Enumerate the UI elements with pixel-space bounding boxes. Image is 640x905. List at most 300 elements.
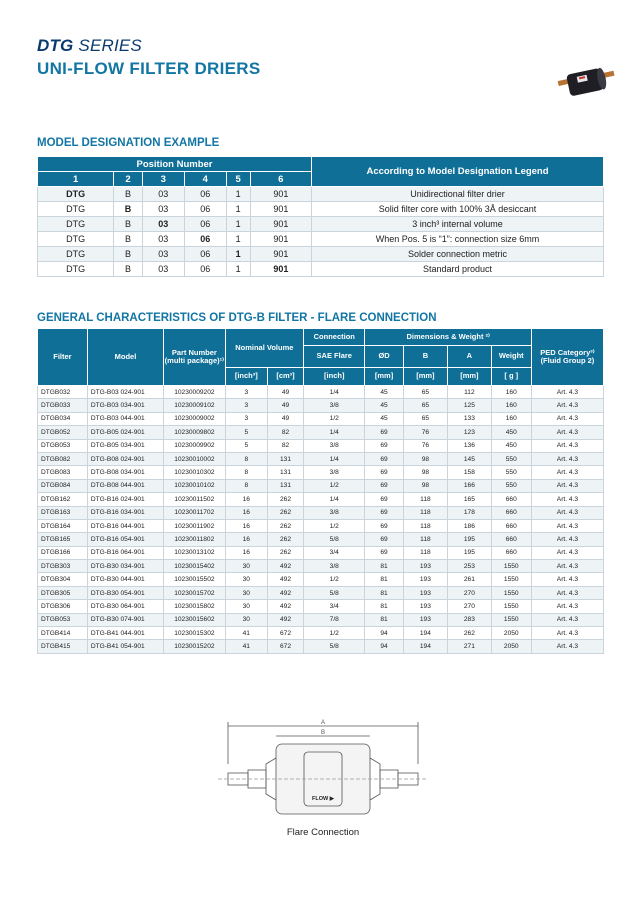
table-cell: 550 (491, 479, 531, 492)
table-cell: 131 (267, 479, 303, 492)
table-cell: 1550 (491, 573, 531, 586)
table-cell: 10230015302 (164, 627, 225, 640)
table-cell: DTGB052 (38, 426, 88, 439)
table-row (38, 412, 604, 425)
characteristics-table (37, 328, 604, 654)
table-cell: 76 (403, 439, 448, 452)
table-cell: 49 (267, 386, 303, 399)
table-cell: 193 (403, 600, 448, 613)
designation-legend: Unidirectional filter drier (312, 187, 604, 202)
table-cell: 45 (365, 399, 403, 412)
table-cell: 193 (403, 560, 448, 573)
table-cell: 2050 (491, 640, 531, 653)
table-cell: Art. 4.3 (531, 493, 603, 506)
table-cell: 69 (365, 546, 403, 559)
table-cell: 41 (225, 627, 267, 640)
table-row (38, 613, 604, 626)
table-cell: 30 (225, 573, 267, 586)
table-cell: DTG-B05 034-901 (87, 439, 163, 452)
designation-legend: Standard product (312, 262, 604, 277)
designation-cell: DTG (38, 202, 114, 217)
unit-mm-od: [mm] (365, 368, 403, 386)
table-cell: 10230015602 (164, 613, 225, 626)
table-cell: DTG-B41 054-901 (87, 640, 163, 653)
table-cell: 660 (491, 493, 531, 506)
table-cell: 492 (267, 560, 303, 573)
table-cell: 10230011702 (164, 506, 225, 519)
designation-cell: DTG (38, 232, 114, 247)
table-cell: 193 (403, 586, 448, 599)
designation-cell: 1 (226, 232, 250, 247)
table-cell: 49 (267, 412, 303, 425)
col-nominal-volume: Nominal Volume (225, 329, 303, 368)
table-cell: 283 (448, 613, 491, 626)
table-row (38, 386, 604, 399)
table-cell: 3/8 (304, 560, 365, 573)
table-row (38, 573, 604, 586)
table-cell: 41 (225, 640, 267, 653)
designation-cell: 901 (250, 202, 311, 217)
table-cell: 1550 (491, 560, 531, 573)
table-cell: DTG-B08 044-901 (87, 479, 163, 492)
table-cell: 16 (225, 546, 267, 559)
designation-cell: B (114, 232, 143, 247)
table-cell: 262 (267, 506, 303, 519)
table-cell: 65 (403, 386, 448, 399)
table-cell: 270 (448, 586, 491, 599)
table-cell: 492 (267, 586, 303, 599)
table-cell: DTG-B08 024-901 (87, 452, 163, 465)
designation-cell: 1 (226, 247, 250, 262)
table-cell: 3/8 (304, 399, 365, 412)
table-cell: 10230011802 (164, 533, 225, 546)
table-cell: 133 (448, 412, 491, 425)
position-header-3: 3 (142, 172, 184, 187)
table-cell: 160 (491, 412, 531, 425)
table-cell: DTGB082 (38, 452, 88, 465)
table-cell: 65 (403, 399, 448, 412)
table-cell: Art. 4.3 (531, 412, 603, 425)
table-cell: 262 (448, 627, 491, 640)
table-cell: 1550 (491, 613, 531, 626)
table-cell: 65 (403, 412, 448, 425)
designation-legend: Solder connection metric (312, 247, 604, 262)
table-cell: 118 (403, 546, 448, 559)
table-cell: 69 (365, 506, 403, 519)
table-cell: 1/2 (304, 627, 365, 640)
table-cell: 195 (448, 546, 491, 559)
designation-legend: When Pos. 5 is “1”: connection size 6mm (312, 232, 604, 247)
col-part-number: Part Number (multi package)¹⁾ (164, 329, 225, 386)
table-cell: 672 (267, 640, 303, 653)
table-cell: 1/4 (304, 493, 365, 506)
table-cell: 10230011502 (164, 493, 225, 506)
position-number-header: Position Number (38, 157, 312, 172)
table-cell: 1/2 (304, 573, 365, 586)
table-cell: 1550 (491, 586, 531, 599)
table-cell: Art. 4.3 (531, 452, 603, 465)
table-cell: 30 (225, 613, 267, 626)
table-cell: 98 (403, 479, 448, 492)
table-cell: 30 (225, 600, 267, 613)
table-cell: 261 (448, 573, 491, 586)
table-cell: 49 (267, 399, 303, 412)
table-cell: DTG-B16 024-901 (87, 493, 163, 506)
table-cell: DTGB415 (38, 640, 88, 653)
table-cell: DTG-B16 034-901 (87, 506, 163, 519)
table-cell: DTGB165 (38, 533, 88, 546)
table-cell: 118 (403, 506, 448, 519)
col-a: A (448, 346, 491, 368)
table-cell: Art. 4.3 (531, 479, 603, 492)
unit-inch3: [inch³] (225, 368, 267, 386)
table-cell: 253 (448, 560, 491, 573)
table-cell: DTGB053 (38, 439, 88, 452)
unit-g: [ g ] (491, 368, 531, 386)
designation-cell: B (114, 262, 143, 277)
designation-cell: 1 (226, 262, 250, 277)
table-cell: 98 (403, 452, 448, 465)
table-cell: DTGB034 (38, 412, 88, 425)
table-cell: 10230009202 (164, 386, 225, 399)
table-cell: DTGB164 (38, 519, 88, 532)
table-cell: 195 (448, 533, 491, 546)
table-cell: 10230015802 (164, 600, 225, 613)
table-row (38, 466, 604, 479)
table-cell: DTG-B30 064-901 (87, 600, 163, 613)
designation-cell: 06 (184, 187, 226, 202)
designation-cell: 1 (226, 217, 250, 232)
flare-connection-drawing (208, 714, 438, 844)
dimension-b-label: B (320, 730, 326, 736)
table-cell: DTG-B03 044-901 (87, 412, 163, 425)
table-cell: Art. 4.3 (531, 466, 603, 479)
table-cell: 160 (491, 399, 531, 412)
table-cell: 10230009002 (164, 412, 225, 425)
table-cell: DTG-B08 034-901 (87, 466, 163, 479)
table-cell: 10230013102 (164, 546, 225, 559)
section-title-designation: MODEL DESIGNATION EXAMPLE (37, 137, 220, 149)
table-cell: DTG-B03 024-901 (87, 386, 163, 399)
unit-mm-b: [mm] (403, 368, 448, 386)
table-cell: 3/4 (304, 600, 365, 613)
table-cell: DTGB414 (38, 627, 88, 640)
designation-cell: 901 (250, 187, 311, 202)
table-cell: Art. 4.3 (531, 439, 603, 452)
dimension-a-label: A (320, 720, 326, 726)
unit-cm3: [cm³] (267, 368, 303, 386)
series-title: DTG SERIES (37, 36, 142, 55)
table-cell: 3/4 (304, 546, 365, 559)
table-cell: 5/8 (304, 586, 365, 599)
table-cell: 76 (403, 426, 448, 439)
table-cell: 270 (448, 600, 491, 613)
table-cell: DTGB305 (38, 586, 88, 599)
table-cell: 1/4 (304, 426, 365, 439)
col-filter: Filter (38, 329, 88, 386)
table-cell: 94 (365, 627, 403, 640)
table-cell: DTGB033 (38, 399, 88, 412)
designation-cell: 901 (250, 262, 311, 277)
unit-mm-a: [mm] (448, 368, 491, 386)
table-cell: 10230011902 (164, 519, 225, 532)
table-row (38, 560, 604, 573)
table-cell: 3 (225, 386, 267, 399)
table-cell: 69 (365, 493, 403, 506)
flow-arrow-label: FLOW ▶ (312, 796, 334, 802)
filter-technical-drawing (208, 714, 438, 824)
designation-cell: 06 (184, 247, 226, 262)
table-cell: 158 (448, 466, 491, 479)
table-cell: 16 (225, 519, 267, 532)
col-dimensions: Dimensions & Weight ²⁾ (365, 329, 531, 346)
table-row (38, 533, 604, 546)
table-cell: 3 (225, 399, 267, 412)
table-cell: DTG-B30 044-901 (87, 573, 163, 586)
table-cell: 10230010302 (164, 466, 225, 479)
table-cell: 136 (448, 439, 491, 452)
table-row (38, 399, 604, 412)
table-cell: 10230015402 (164, 560, 225, 573)
table-cell: Art. 4.3 (531, 546, 603, 559)
table-cell: 131 (267, 452, 303, 465)
table-row (38, 627, 604, 640)
table-cell: 118 (403, 493, 448, 506)
table-cell: Art. 4.3 (531, 560, 603, 573)
designation-cell: 03 (142, 247, 184, 262)
table-cell: 69 (365, 452, 403, 465)
drawing-caption: Flare Connection (286, 827, 360, 838)
table-cell: DTGB303 (38, 560, 88, 573)
designation-row (38, 262, 604, 277)
designation-row (38, 202, 604, 217)
table-row (38, 546, 604, 559)
table-cell: 194 (403, 640, 448, 653)
table-cell: 10230009902 (164, 439, 225, 452)
table-cell: 16 (225, 493, 267, 506)
designation-cell: 03 (142, 202, 184, 217)
table-cell: 8 (225, 452, 267, 465)
position-header-2: 2 (114, 172, 143, 187)
table-cell: 94 (365, 640, 403, 653)
table-cell: 16 (225, 506, 267, 519)
table-cell: 660 (491, 533, 531, 546)
table-cell: Art. 4.3 (531, 506, 603, 519)
designation-row (38, 247, 604, 262)
table-row (38, 600, 604, 613)
table-cell: 5 (225, 426, 267, 439)
table-cell: Art. 4.3 (531, 573, 603, 586)
table-cell: 10230009102 (164, 399, 225, 412)
table-cell: 5 (225, 439, 267, 452)
table-cell: 82 (267, 439, 303, 452)
designation-row (38, 217, 604, 232)
table-cell: 186 (448, 519, 491, 532)
table-cell: 69 (365, 519, 403, 532)
table-cell: Art. 4.3 (531, 613, 603, 626)
table-cell: 7/8 (304, 613, 365, 626)
col-ped: PED Category³⁾ (Fluid Group 2) (531, 329, 603, 386)
table-cell: DTG-B41 044-901 (87, 627, 163, 640)
table-cell: 45 (365, 386, 403, 399)
table-cell: 118 (403, 519, 448, 532)
position-header-5: 5 (226, 172, 250, 187)
col-sae-flare: SAE Flare (304, 346, 365, 368)
table-row (38, 493, 604, 506)
table-cell: 492 (267, 600, 303, 613)
designation-cell: 06 (184, 202, 226, 217)
table-cell: 1550 (491, 600, 531, 613)
designation-row (38, 232, 604, 247)
table-row (38, 519, 604, 532)
designation-cell: 03 (142, 217, 184, 232)
designation-cell: 06 (184, 232, 226, 247)
table-row (38, 479, 604, 492)
table-cell: 118 (403, 533, 448, 546)
table-cell: DTGB166 (38, 546, 88, 559)
table-cell: Art. 4.3 (531, 600, 603, 613)
table-cell: 672 (267, 627, 303, 640)
table-cell: 5/8 (304, 533, 365, 546)
table-cell: 450 (491, 439, 531, 452)
table-cell: DTG-B30 034-901 (87, 560, 163, 573)
col-weight: Weight (491, 346, 531, 368)
table-cell: 166 (448, 479, 491, 492)
table-row (38, 439, 604, 452)
table-cell: 2050 (491, 627, 531, 640)
table-cell: 3/8 (304, 439, 365, 452)
col-model: Model (87, 329, 163, 386)
designation-cell: 03 (142, 262, 184, 277)
section-title-characteristics: GENERAL CHARACTERISTICS OF DTG-B FILTER - FLARE CONNECTION (37, 312, 437, 324)
table-row (38, 426, 604, 439)
table-cell: 3/8 (304, 466, 365, 479)
table-cell: 81 (365, 573, 403, 586)
designation-cell: B (114, 217, 143, 232)
table-cell: 5/8 (304, 640, 365, 653)
table-cell: DTGB163 (38, 506, 88, 519)
table-cell: DTGB053 (38, 613, 88, 626)
table-cell: 1/2 (304, 519, 365, 532)
table-cell: 262 (267, 493, 303, 506)
table-cell: 262 (267, 519, 303, 532)
table-cell: 123 (448, 426, 491, 439)
table-cell: 193 (403, 573, 448, 586)
table-cell: Art. 4.3 (531, 426, 603, 439)
designation-cell: 03 (142, 187, 184, 202)
table-row (38, 506, 604, 519)
table-cell: 145 (448, 452, 491, 465)
table-cell: 10230015502 (164, 573, 225, 586)
designation-cell: DTG (38, 262, 114, 277)
designation-cell: B (114, 247, 143, 262)
table-cell: DTG-B16 064-901 (87, 546, 163, 559)
designation-row (38, 187, 604, 202)
designation-table (37, 156, 604, 277)
table-cell: 10230015202 (164, 640, 225, 653)
table-cell: 1/2 (304, 479, 365, 492)
designation-legend: Solid filter core with 100% 3Å desiccant (312, 202, 604, 217)
table-cell: 131 (267, 466, 303, 479)
designation-cell: 901 (250, 247, 311, 262)
col-connection: Connection (304, 329, 365, 346)
table-cell: 550 (491, 466, 531, 479)
table-cell: 3/8 (304, 506, 365, 519)
table-cell: Art. 4.3 (531, 399, 603, 412)
table-cell: DTGB304 (38, 573, 88, 586)
table-cell: 69 (365, 466, 403, 479)
table-cell: DTGB306 (38, 600, 88, 613)
table-cell: 660 (491, 519, 531, 532)
designation-cell: 06 (184, 217, 226, 232)
table-cell: 30 (225, 560, 267, 573)
designation-cell: B (114, 187, 143, 202)
table-cell: 8 (225, 466, 267, 479)
table-cell: Art. 4.3 (531, 519, 603, 532)
col-od: ØD (365, 346, 403, 368)
table-cell: DTG-B16 044-901 (87, 519, 163, 532)
table-cell: 81 (365, 613, 403, 626)
table-cell: DTGB083 (38, 466, 88, 479)
table-cell: 160 (491, 386, 531, 399)
table-row (38, 640, 604, 653)
table-cell: DTG-B30 074-901 (87, 613, 163, 626)
table-cell: Art. 4.3 (531, 533, 603, 546)
table-cell: 8 (225, 479, 267, 492)
table-cell: 450 (491, 426, 531, 439)
table-cell: 193 (403, 613, 448, 626)
table-cell: 178 (448, 506, 491, 519)
table-cell: 1/2 (304, 412, 365, 425)
table-cell: 69 (365, 426, 403, 439)
table-cell: 492 (267, 573, 303, 586)
table-cell: DTG-B16 054-901 (87, 533, 163, 546)
table-cell: Art. 4.3 (531, 627, 603, 640)
designation-cell: 1 (226, 202, 250, 217)
table-cell: DTGB032 (38, 386, 88, 399)
table-cell: 81 (365, 600, 403, 613)
table-cell: 112 (448, 386, 491, 399)
position-header-6: 6 (250, 172, 311, 187)
table-cell: 69 (365, 479, 403, 492)
table-cell: 271 (448, 640, 491, 653)
position-header-1: 1 (38, 172, 114, 187)
table-cell: 492 (267, 613, 303, 626)
designation-cell: 03 (142, 232, 184, 247)
table-cell: DTG-B05 024-901 (87, 426, 163, 439)
table-cell: 98 (403, 466, 448, 479)
position-header-4: 4 (184, 172, 226, 187)
table-cell: 3 (225, 412, 267, 425)
table-cell: Art. 4.3 (531, 386, 603, 399)
designation-legend: 3 inch³ internal volume (312, 217, 604, 232)
table-cell: 262 (267, 546, 303, 559)
designation-cell: 06 (184, 262, 226, 277)
table-cell: 81 (365, 586, 403, 599)
designation-cell: DTG (38, 187, 114, 202)
table-cell: DTGB162 (38, 493, 88, 506)
designation-cell: 901 (250, 217, 311, 232)
table-cell: 10230010102 (164, 479, 225, 492)
table-cell: 81 (365, 560, 403, 573)
table-cell: 660 (491, 506, 531, 519)
table-cell: 1/4 (304, 452, 365, 465)
table-cell: 69 (365, 439, 403, 452)
table-cell: 125 (448, 399, 491, 412)
table-cell: DTG-B03 034-901 (87, 399, 163, 412)
page-title: UNI-FLOW FILTER DRIERS (37, 59, 261, 78)
designation-cell: B (114, 202, 143, 217)
